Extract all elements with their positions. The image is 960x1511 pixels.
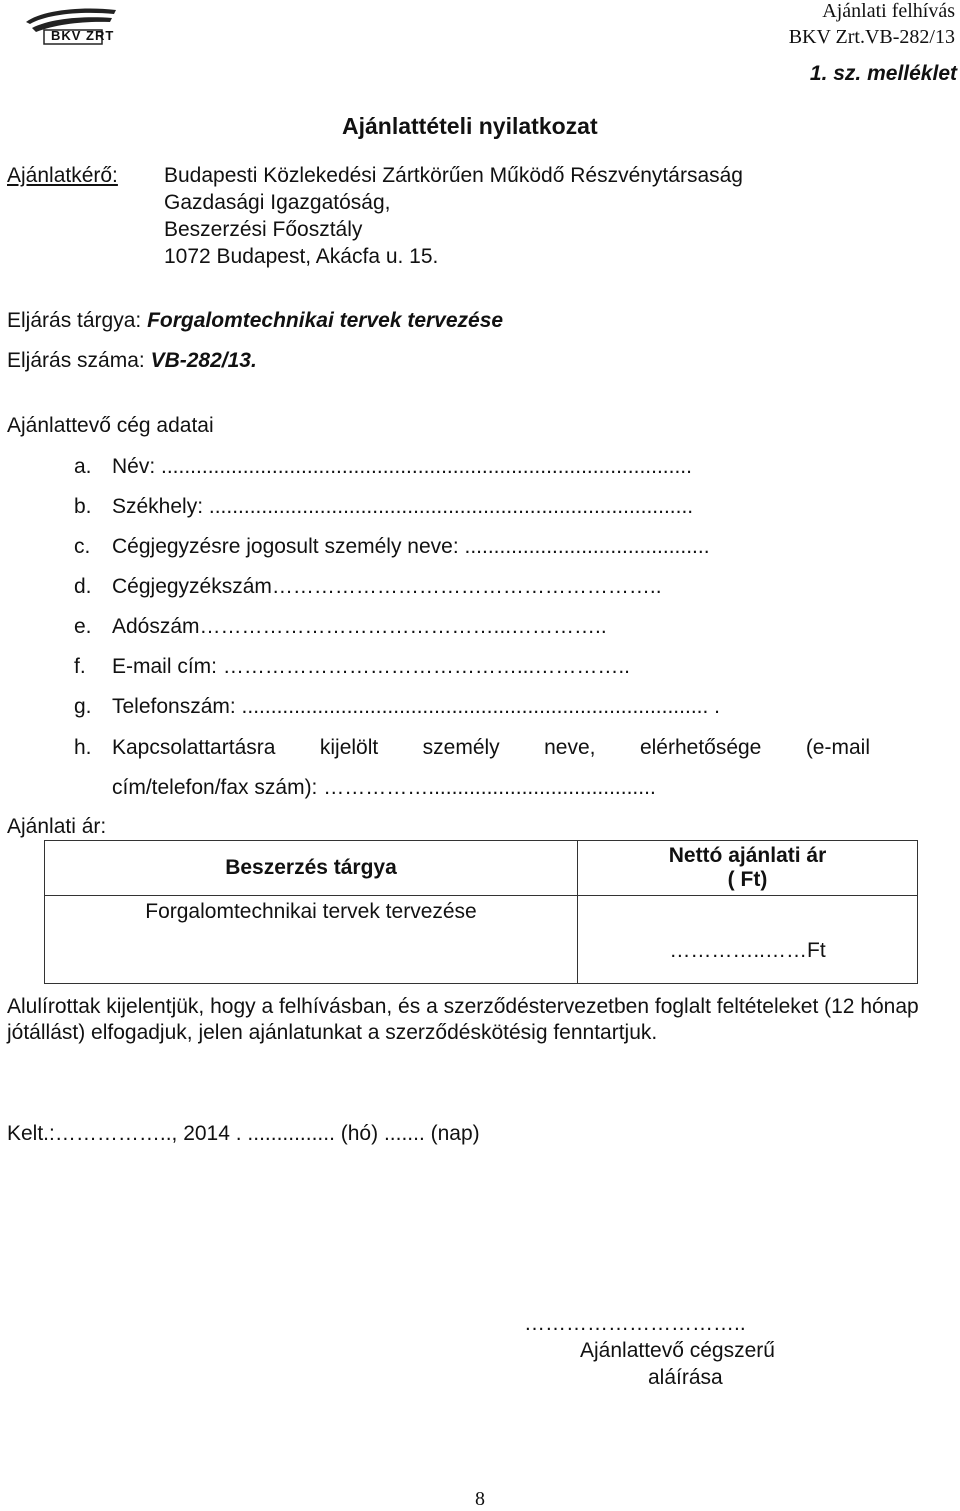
list-item: f. E-mail cím: ……………………………………...…………..: [74, 655, 631, 678]
list-item: a. Név: ...........................................................................................: [74, 455, 692, 478]
doc-ref: BKV Zrt.VB-282/13: [788, 26, 955, 48]
company-heading: Ajánlattevő cég adatai: [7, 414, 214, 437]
list-item: c. Cégjegyzésre jogosult személy neve: ..........................................: [74, 535, 710, 558]
signature-line1: Ajánlattevő cégszerű: [580, 1339, 775, 1362]
procedure-subject-label: Eljárás tárgya:: [7, 309, 142, 332]
page-number: 8: [475, 1488, 485, 1510]
col-header-subject: Beszerzés tárgya: [45, 841, 578, 896]
bkv-logo: [22, 4, 120, 48]
list-item: b. Székhely: ...................................................................................: [74, 495, 694, 518]
price-table: [44, 840, 918, 984]
procedure-number-value: VB-282/13.: [150, 349, 257, 372]
requester-line: Budapesti Közlekedési Zártkörűen Működő Részvénytársaság: [164, 164, 743, 187]
requester-line: Beszerzési Főosztály: [164, 218, 363, 241]
price-label: Ajánlati ár:: [7, 815, 107, 838]
list-item: g. Telefonszám: ................................................................................ .: [74, 695, 720, 718]
requester-label: Ajánlatkérő:: [7, 164, 118, 187]
procedure-subject-value: Forgalomtechnikai tervek tervezése: [147, 309, 504, 332]
procedure-number-label: Eljárás száma:: [7, 349, 145, 372]
signature-line2: aláírása: [648, 1366, 723, 1389]
procedure-subject: [7, 309, 503, 333]
col-header-price: Nettó ajánlati ár ( Ft): [578, 841, 918, 896]
doc-type: Ajánlati felhívás: [822, 0, 955, 22]
logo-text: BKV ZRT: [51, 28, 115, 43]
list-item: e. Adószám……………………………………...…………..: [74, 615, 607, 638]
list-item-continuation: cím/telefon/fax szám): …………….......................................: [112, 776, 656, 799]
procedure-number: [7, 349, 257, 373]
list-item: d. Cégjegyzékszám………………………………………………..: [74, 575, 662, 598]
signature-dots: …………………………..: [524, 1312, 746, 1335]
cell-subject: Forgalomtechnikai tervek tervezése: [45, 896, 578, 984]
statement-paragraph: Alulírottak kijelentjük, hogy a felhívásban, és a szerződéstervezetben foglalt feltételeket (12 hónap jótállást) elfogadjuk, jelen ajánlatunkat a szerződéskötésig fenntartjuk.: [7, 995, 919, 1044]
date-line: Kelt.:…………….., 2014 . ............... (hó) ....... (nap): [7, 1122, 480, 1145]
requester-line: 1072 Budapest, Akácfa u. 15.: [164, 245, 439, 268]
list-item: h. Kapcsolattartásra kijelölt személy neve, elérhetősége (e-mail: [74, 736, 870, 759]
attachment-label: 1. sz. melléklet: [809, 62, 957, 85]
page-title: Ajánlattételi nyilatkozat: [342, 113, 598, 139]
requester-line: Gazdasági Igazgatóság,: [164, 191, 391, 214]
cell-price: …………..……Ft: [578, 896, 918, 984]
